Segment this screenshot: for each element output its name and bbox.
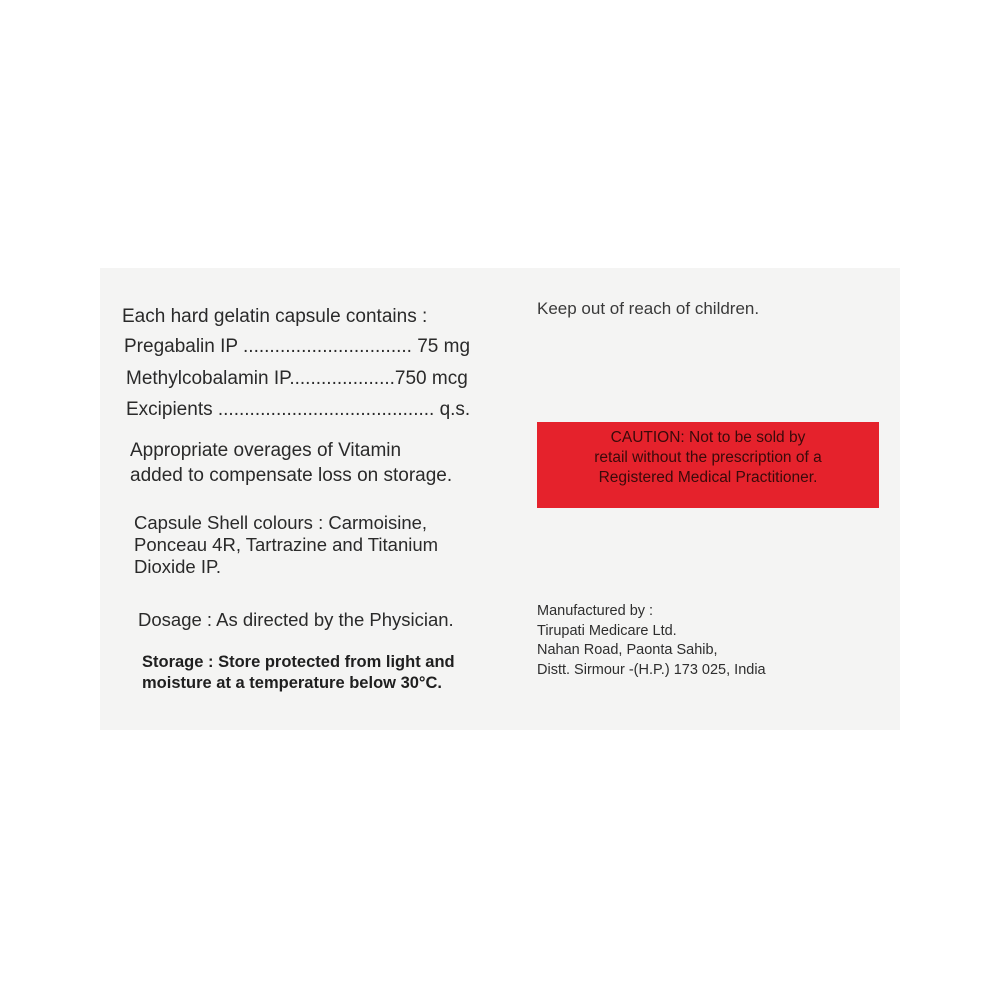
manufacturer-address-1: Nahan Road, Paonta Sahib, — [537, 642, 718, 658]
shell-colours-note — [134, 512, 438, 578]
storage-line-1: Storage : Store protected from light and — [142, 653, 455, 671]
shell-colours-line-3: Dioxide IP. — [134, 556, 222, 577]
composition-row-pregabalin: Pregabalin IP ................................ 75 mg — [124, 336, 471, 357]
caution-line-1: CAUTION: Not to be sold by — [610, 429, 806, 446]
manufacturer-heading: Manufactured by : — [537, 603, 654, 619]
shell-colours-line-2: Ponceau 4R, Tartrazine and Titanium — [134, 534, 439, 555]
caution-box — [537, 422, 879, 508]
composition-row-excipients: Excipients ......................................... q.s. — [126, 399, 471, 420]
composition-heading: Each hard gelatin capsule contains : — [122, 306, 428, 327]
storage-note — [142, 652, 455, 694]
composition-row-methylcobalamin: Methylcobalamin IP....................750 mcg — [126, 368, 468, 389]
keep-away-warning: Keep out of reach of children. — [537, 299, 760, 318]
manufacturer-block — [537, 602, 766, 680]
dosage-note: Dosage : As directed by the Physician. — [138, 609, 454, 630]
manufacturer-address-2: Distt. Sirmour -(H.P.) 173 025, India — [537, 661, 766, 678]
overages-line-1: Appropriate overages of Vitamin — [130, 440, 402, 461]
caution-line-2: retail without the prescription of a — [594, 449, 822, 466]
storage-line-2: moisture at a temperature below 30°C. — [142, 674, 443, 692]
carton-panel — [100, 268, 900, 730]
caution-line-3: Registered Medical Practitioner. — [598, 469, 818, 486]
shell-colours-line-1: Capsule Shell colours : Carmoisine, — [134, 512, 428, 533]
overages-note — [130, 438, 452, 488]
manufacturer-name: Tirupati Medicare Ltd. — [537, 622, 677, 639]
overages-line-2: added to compensate loss on storage. — [130, 465, 453, 486]
